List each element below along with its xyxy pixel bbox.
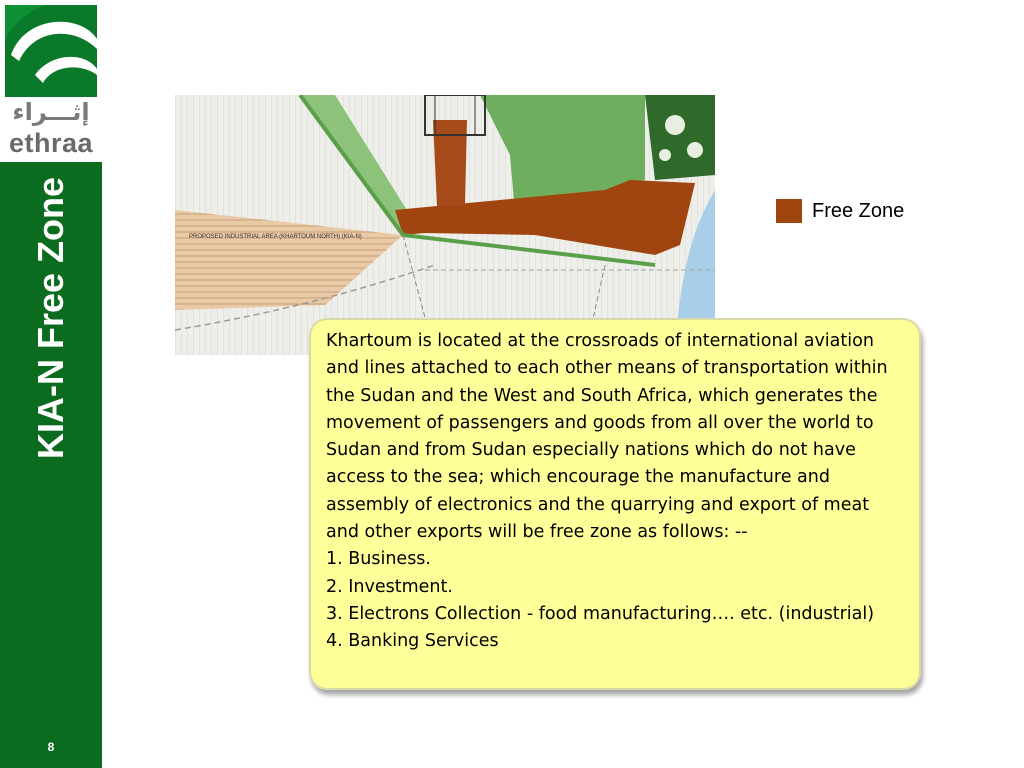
list-item: 4. Banking Services: [326, 631, 499, 652]
slide-title: KIA-N Free Zone: [30, 176, 71, 460]
logo-mark-icon: [5, 5, 97, 97]
page-number: 8: [47, 740, 55, 754]
logo-arabic-text: إثـــراء: [12, 98, 90, 126]
legend: [776, 197, 904, 225]
list-item: 3. Electrons Collection - food manufacturing…. etc. (industrial): [326, 603, 875, 624]
sidebar: [0, 0, 102, 768]
list-item: 2. Investment.: [326, 576, 453, 597]
ethraa-logo: [0, 0, 102, 162]
legend-label: Free Zone: [812, 199, 905, 222]
legend-swatch: [776, 199, 802, 223]
info-paragraph: Khartoum is located at the crossroads of international aviation and lines attached to each other means of transportation within the Sudan and the West and South Africa, which generates the movement of passengers and goods from all over the world to Sudan and from Sudan especially nations which do not have access to the sea; which encourage the manufacture and assembly of electronics and the quarrying and export of meat and other exports will be free zone as follows: --: [326, 331, 888, 543]
info-callout: [309, 318, 921, 690]
logo-latin-text: ethraa: [8, 128, 94, 158]
list-item: 1. Business.: [326, 549, 431, 570]
map-annotation: PROPOSED INDUSTRIAL AREA (KHARTOUM NORTH) (KIA-N): [189, 234, 362, 240]
site-plan-map: [175, 95, 715, 355]
